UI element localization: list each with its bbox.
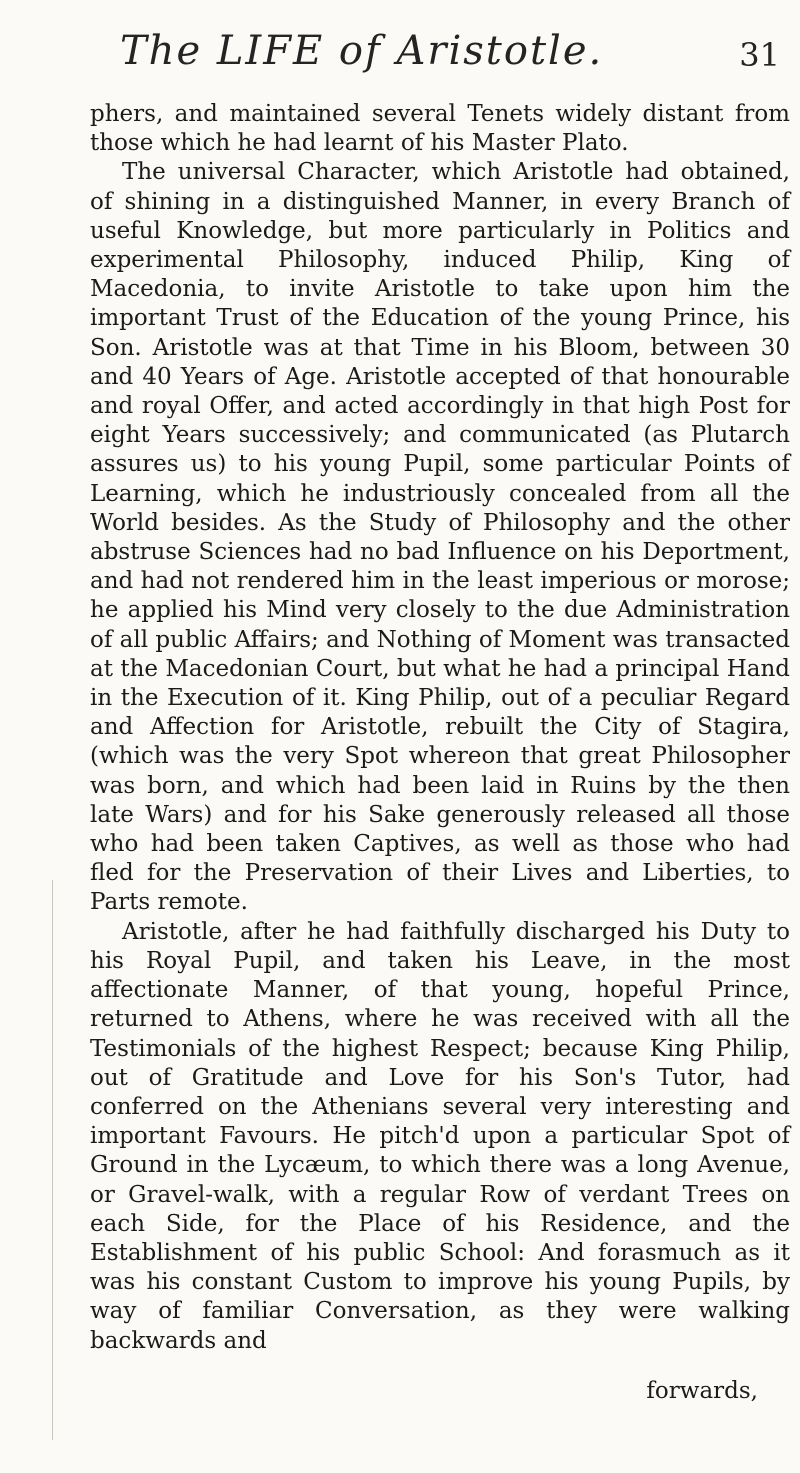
page-edge-line	[52, 880, 53, 1440]
paragraph: Aristotle, after he had faithfully discharged his Duty to his Royal Pupil, and taken his Leave, in the most affectionate Manner, of that young, hopeful Prince, returned to Athens, where he was received with all the Testimonials of the highest Respect; because King Philip, out of Gratitude and Love for his Son's Tutor, had conferred on the Athenians several very interesting and important Favours. He pitch'd upon a particular Spot of Ground in the Lycæum, to which there was a long Avenue, or Gravel-walk, with a regular Row of verdant Trees on each Side, for the Place of his Residence, and the Establishment of his public School: And forasmuch as it was his constant Custom to improve his young Pupils, by way of familiar Conversation, as they were walking backwards and	[90, 918, 790, 1354]
page-number: 31	[739, 36, 780, 74]
body-text	[90, 100, 790, 1356]
running-title: The LIFE of Aristotle.	[120, 28, 604, 74]
catchword: forwards,	[646, 1378, 758, 1404]
paragraph: The universal Character, which Aristotle had obtained, of shining in a distinguished Manner, in every Branch of useful Knowledge, but more particularly in Politics and experimental Philosophy, induced Philip, King of Macedonia, to invite Aristotle to take upon him the important Trust of the Education of the young Prince, his Son. Aristotle was at that Time in his Bloom, between 30 and 40 Years of Age. Aristotle accepted of that honourable and royal Offer, and acted accordingly in that high Post for eight Years successively; and communicated (as Plutarch assures us) to his young Pupil, some particular Points of Learning, which he industriously concealed from all the World besides. As the Study of Philosophy and the other abstruse Sciences had no bad Influence on his Deportment, and had not rendered him in the least imperious or morose; he applied his Mind very closely to the due Administration of all public Affairs; and Nothing of Moment was transacted at the Macedonian Court, but what he had a principal Hand in the Execution of it. King Philip, out of a peculiar Regard and Affection for Aristotle, rebuilt the City of Stagira, (which was the very Spot whereon that great Philosopher was born, and which had been laid in Ruins by the then late Wars) and for his Sake generously released all those who had been taken Captives, as well as those who had fled for the Preservation of their Lives and Liberties, to Parts remote.	[90, 159, 790, 916]
page-header	[120, 28, 780, 88]
paragraph: phers, and maintained several Tenets widely distant from those which he had learnt of his Master Plato.	[90, 101, 790, 157]
